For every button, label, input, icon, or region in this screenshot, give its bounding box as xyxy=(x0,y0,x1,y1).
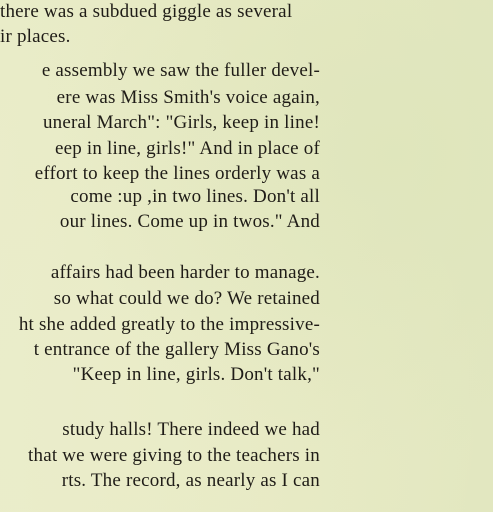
text-line: effort to keep the lines orderly was a xyxy=(34,163,320,184)
text-line: study halls! There indeed we had xyxy=(62,419,320,440)
text-line: ht she added greatly to the impressive- xyxy=(18,314,320,335)
text-line: "Keep in line, girls. Don't talk," xyxy=(72,364,320,385)
text-line: come :up ,in two lines. Don't all xyxy=(70,186,320,207)
text-line: e assembly we saw the fuller devel- xyxy=(41,60,320,81)
text-line: rts. The record, as nearly as I can xyxy=(61,470,320,491)
text-line: that we were giving to the teachers in xyxy=(28,445,320,466)
text-line: ere was Miss Smith's voice again, xyxy=(56,87,320,108)
text-line: t entrance of the gallery Miss Gano's xyxy=(33,339,320,360)
text-line: uneral March": "Girls, keep in line! xyxy=(42,112,320,133)
text-line: ir places. xyxy=(0,26,71,47)
text-line: our lines. Come up in twos." And xyxy=(59,211,320,232)
text-line: there was a subdued giggle as several xyxy=(0,1,293,22)
text-line: affairs had been harder to manage. xyxy=(50,262,320,283)
text-line: so what could we do? We retained xyxy=(53,288,320,309)
text-line: eep in line, girls!" And in place of xyxy=(54,138,320,159)
